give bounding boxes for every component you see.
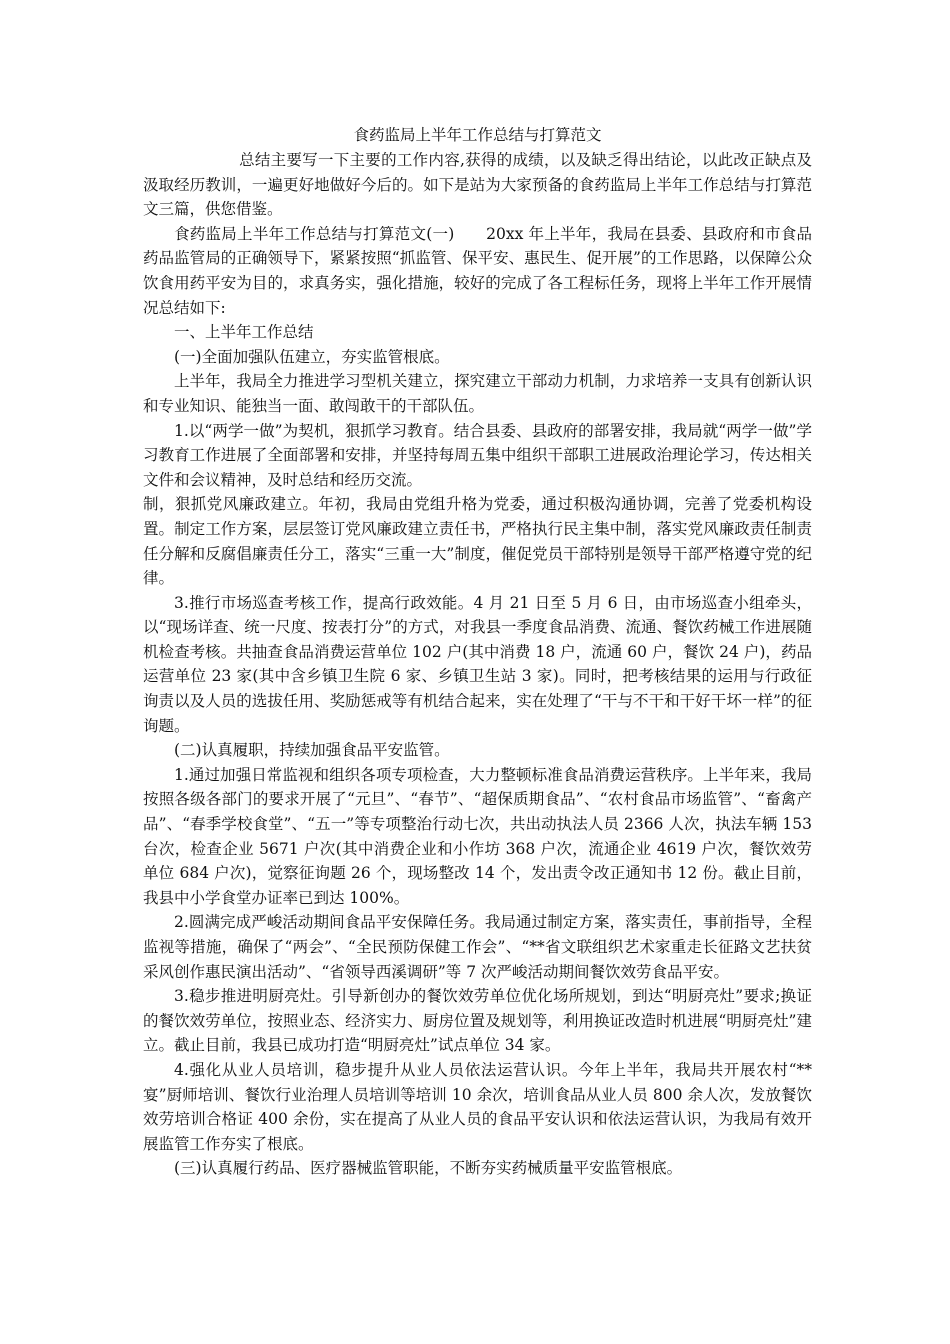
subsection-heading: (一)全面加强队伍建立，夯实监管根底。	[174, 347, 450, 366]
subsection-heading: (二)认真履职，持续加强食品平安监管。	[174, 741, 450, 760]
paragraph: 制，狠抓党风廉政建立。年初，我局由党组升格为党委，通过积极沟通协调，完善了党委机构设置。制定工作方案，层层签订党风廉政建立责任书，严格执行民主集中制，落实党风廉政责任制责任分解和反腐倡廉责任分工，落实“三重一大”制度，催促党员干部特别是领导干部严格遵守党的纪律。	[143, 495, 812, 588]
paragraph: 2.圆满完成严峻活动期间食品平安保障任务。我局通过制定方案，落实责任，事前指导，全程监视等措施，确保了“两会”、“全民预防保健工作会”、“**省文联组织艺术家重走长征路文艺扶贫采风创作惠民演出活动”、“省领导西溪调研”等 7 次严峻活动期间餐饮效劳食品平安。	[143, 913, 812, 981]
paragraph: 食药监局上半年工作总结与打算范文(一) 20xx 年上半年，我局在县委、县政府和市食品药品监管局的正确领导下，紧紧按照“抓监管、保平安、惠民生、促开展”的工作思路，以保障公众饮食用药平安为目的，求真务实，强化措施，较好的完成了各工程标任务，现将上半年工作开展情况总结如下:	[143, 224, 812, 317]
document-title: 食药监局上半年工作总结与打算范文	[353, 126, 602, 144]
paragraph: 上半年，我局全力推进学习型机关建立，探究建立干部动力机制，力求培养一支具有创新认识和专业知识、能独当一面、敢闯敢干的干部队伍。	[143, 372, 812, 415]
intro-paragraph: 总结主要写一下主要的工作内容,获得的成绩，以及缺乏得出结论，以此改正缺点及汲取经历教训，一遍更好地做好今后的。如下是站为大家预备的食药监局上半年工作总结与打算范文三篇，供您借鉴。	[143, 151, 812, 219]
paragraph: 1.以“两学一做”为契机，狠抓学习教育。结合县委、县政府的部署安排，我局就“两学一做”学习教育工作进展了全面部署和安排，并坚持每周五集中组织干部职工进展政治理论学习，传达相关文件和会议精神，及时总结和经历交流。	[143, 421, 812, 489]
paragraph: 3.推行市场巡查考核工作，提高行政效能。4 月 21 日至 5 月 6 日，由市场巡查小组牵头，以“现场详查、统一尺度、按表打分”的方式，对我县一季度食品消费、流通、餐饮药械工作进展随机检查考核。共抽查食品消费运营单位 102 户(其中消费 18 户，流通 60 户，餐饮 24 户)，药品运营单位 23 家(其中含乡镇卫生院 6 家、乡镇卫生站 3 家)。同时，把考核结果的运用与行政征询责以及人员的选拔任用、奖励惩戒等有机结合起来，实在处理了“干与不干和干好干坏一样”的征询题。	[143, 593, 812, 735]
section-heading: 一、上半年工作总结	[174, 323, 314, 342]
paragraph: 3.稳步推进明厨亮灶。引导新创办的餐饮效劳单位优化场所规划，到达“明厨亮灶”要求;换证的餐饮效劳单位，按照业态、经济实力、厨房位置及规划等，利用换证改造时机进展“明厨亮灶”建立。截止目前，我县已成功打造“明厨亮灶”试点单位 34 家。	[143, 987, 812, 1055]
paragraph: 4.强化从业人员培训，稳步提升从业人员依法运营认识。今年上半年，我局共开展农村“**宴”厨师培训、餐饮行业治理人员培训等培训 10 余次，培训食品从业人员 800 余人次，发放餐饮效劳培训合格证 400 余份，实在提高了从业人员的食品平安认识和依法运营认识，为我局有效开展监管工作夯实了根底。	[143, 1060, 812, 1153]
subsection-heading: (三)认真履行药品、医疗器械监管职能，不断夯实药械质量平安监管根底。	[174, 1159, 683, 1178]
paragraph: 1.通过加强日常监视和组织各项专项检查，大力整顿标准食品消费运营秩序。上半年来，我局按照各级各部门的要求开展了“元旦”、“春节”、“超保质期食品”、“农村食品市场监管”、“畜禽产品”、“春季学校食堂”、“五一”等专项整治行动七次，共出动执法人员 2366 人次，执法车辆 153 台次，检查企业 5671 户次(其中消费企业和小作坊 368 户次，流通企业 4619 户次，餐饮效劳单位 684 户次)，觉察征询题 26 个，现场整改 14 个，发出责令改正通知书 12 份。截止目前，我县中小学食堂办证率已到达 100%。	[143, 765, 812, 907]
